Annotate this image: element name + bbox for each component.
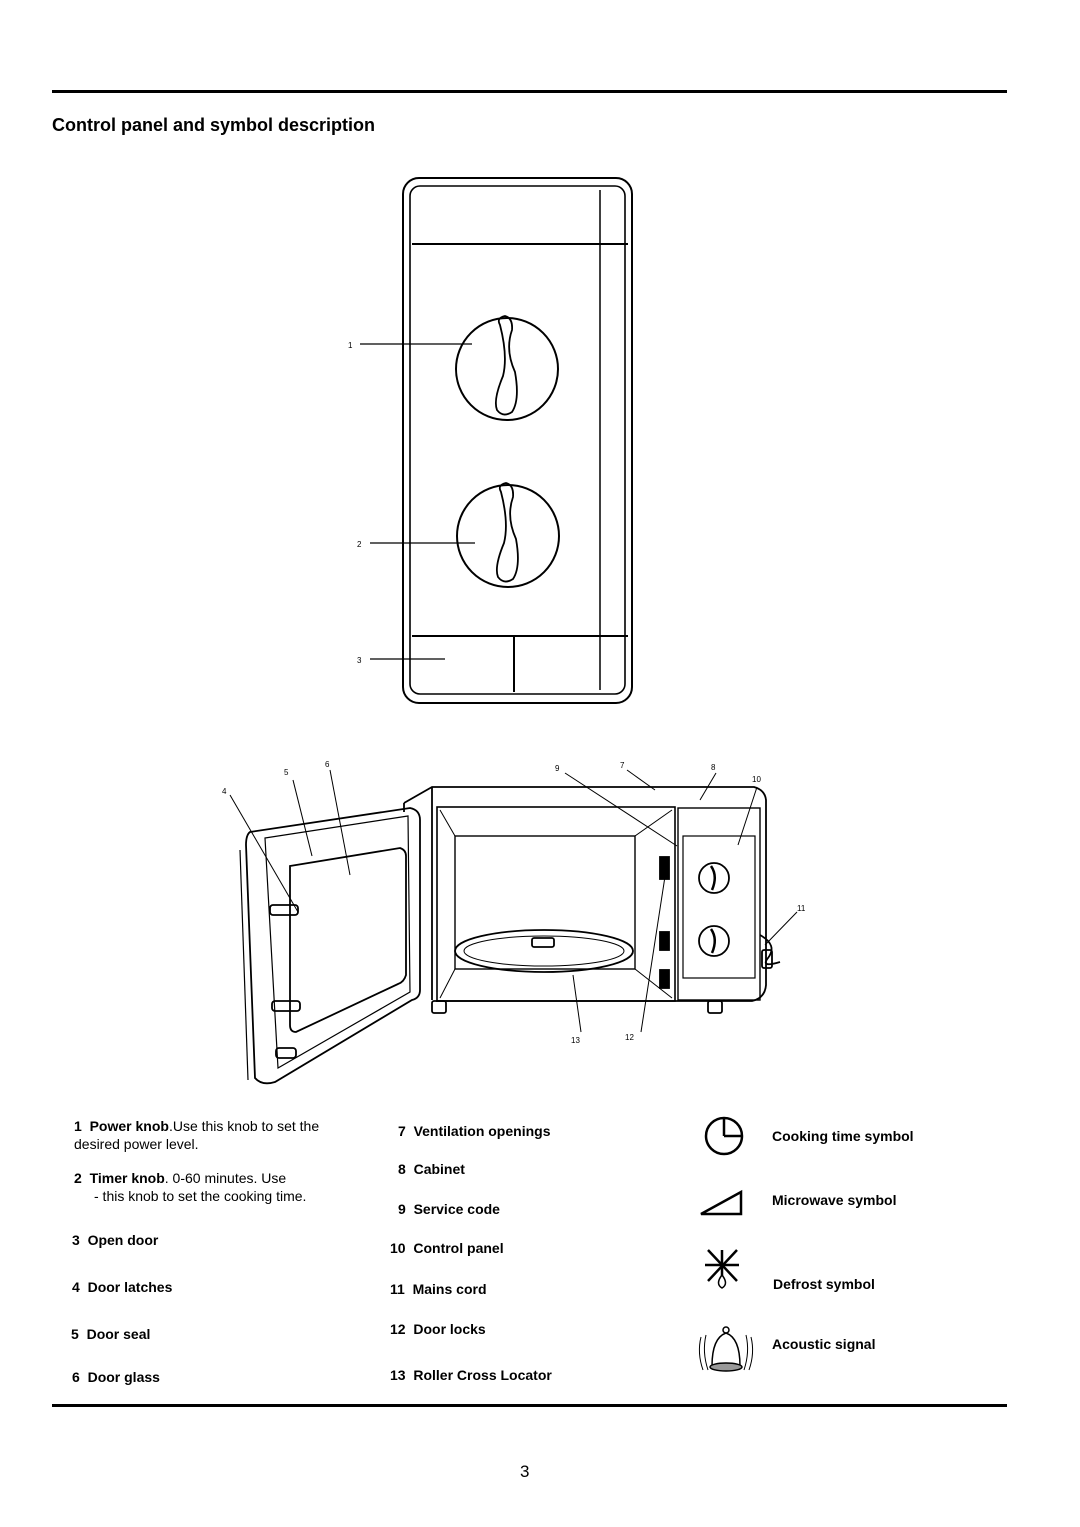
item-number: 4	[72, 1279, 80, 1295]
callout-7: 7	[620, 761, 625, 770]
callout-3: 3	[357, 656, 362, 665]
item-6	[72, 1368, 160, 1386]
item-number: 9	[398, 1201, 406, 1217]
callout-2: 2	[357, 540, 362, 549]
item-number: 12	[390, 1321, 406, 1337]
item-number: 10	[390, 1240, 406, 1256]
item-12	[390, 1320, 486, 1338]
microwave-wedge-icon	[701, 1192, 741, 1214]
bell-icon	[699, 1327, 752, 1371]
callout-11: 11	[797, 904, 806, 913]
item-7	[398, 1122, 550, 1140]
item-desc-2: - this knob to set the cooking time.	[94, 1188, 307, 1204]
callout-1: 1	[348, 341, 353, 350]
symbol-label-cooking-time: Cooking time symbol	[772, 1128, 914, 1144]
item-3	[72, 1231, 158, 1249]
item-10	[390, 1239, 504, 1257]
item-name: Cabinet	[413, 1161, 465, 1177]
item-name: Control panel	[413, 1240, 504, 1256]
bottom-rule	[52, 1404, 1007, 1407]
item-number: 3	[72, 1232, 80, 1248]
item-desc: . 0-60 minutes. Use	[164, 1170, 287, 1186]
item-name: Power knob	[89, 1118, 169, 1134]
page-title: Control panel and symbol description	[52, 115, 376, 135]
callout-12: 12	[625, 1033, 634, 1042]
item-number: 13	[390, 1367, 406, 1383]
item-2	[74, 1169, 364, 1205]
item-number: 11	[390, 1281, 405, 1297]
item-name: Open door	[87, 1232, 159, 1248]
item-name: Door glass	[87, 1369, 160, 1385]
page-number: 3	[520, 1462, 530, 1481]
item-number: 6	[72, 1369, 80, 1385]
item-name: Service code	[413, 1201, 500, 1217]
callout-13: 13	[571, 1036, 580, 1045]
callout-5: 5	[284, 768, 289, 777]
item-name: Roller Cross Locator	[413, 1367, 552, 1383]
callout-6: 6	[325, 760, 330, 769]
defrost-icon	[705, 1250, 739, 1288]
item-5	[71, 1325, 150, 1343]
callout-4: 4	[222, 787, 227, 796]
callout-10: 10	[752, 775, 761, 784]
item-9	[398, 1200, 500, 1218]
item-desc: .Use this knob to set the desired power level.	[74, 1118, 320, 1152]
callout-9: 9	[555, 764, 560, 773]
item-number: 1	[74, 1118, 82, 1134]
item-1	[74, 1117, 354, 1153]
item-number: 8	[398, 1161, 406, 1177]
symbol-label-acoustic: Acoustic signal	[772, 1336, 876, 1352]
item-11	[390, 1280, 487, 1298]
item-number: 2	[74, 1170, 82, 1186]
item-number: 7	[398, 1123, 406, 1139]
item-name: Mains cord	[412, 1281, 487, 1297]
item-name: Ventilation openings	[413, 1123, 551, 1139]
callout-8: 8	[711, 763, 716, 772]
symbol-label-microwave: Microwave symbol	[772, 1192, 897, 1208]
item-4	[72, 1278, 172, 1296]
item-number: 5	[71, 1326, 79, 1342]
item-name: Timer knob	[89, 1170, 165, 1186]
item-name: Door seal	[86, 1326, 151, 1342]
clock-icon	[706, 1118, 742, 1154]
symbol-label-defrost: Defrost symbol	[773, 1276, 875, 1292]
item-13	[390, 1366, 552, 1384]
item-name: Door locks	[413, 1321, 486, 1337]
item-8	[398, 1160, 465, 1178]
item-name: Door latches	[87, 1279, 173, 1295]
